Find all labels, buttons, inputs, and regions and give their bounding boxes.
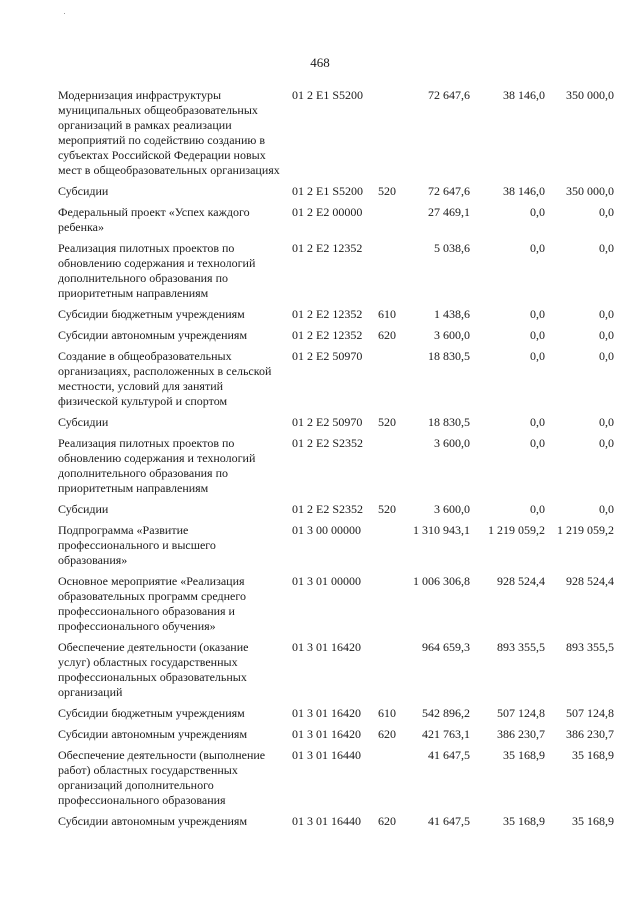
row-value-year-2: 35 168,9 [503,814,545,828]
row-target-code: 01 3 01 00000 [292,574,361,588]
row-value-year-1: 41 647,5 [428,814,470,828]
table-row [0,205,640,235]
row-target-code: 01 2 E2 50970 [292,349,363,363]
row-value-year-1: 964 659,3 [422,640,470,654]
row-value-year-3: 0,0 [599,241,614,255]
row-name: Субсидии автономным учреждениям [58,328,248,342]
row-target-code: 01 3 01 16420 [292,706,361,720]
table-row [0,640,640,700]
row-expense-type: 610 [378,307,396,321]
row-value-year-3: 350 000,0 [566,184,614,198]
budget-table [0,88,640,835]
table-row [0,436,640,496]
row-target-code: 01 3 01 16440 [292,748,361,762]
row-target-code: 01 2 E2 S2352 [292,502,364,516]
row-target-code: 01 3 00 00000 [292,523,361,537]
row-value-year-1: 3 600,0 [434,328,470,342]
table-row [0,574,640,634]
row-value-year-1: 3 600,0 [434,502,470,516]
row-target-code: 01 2 E2 S2352 [292,436,364,450]
row-value-year-1: 3 600,0 [434,436,470,450]
row-name: Основное мероприятие «Реализация образовательных программ среднего профессионального образования и профессионального обучения» [58,574,246,633]
row-expense-type: 520 [378,502,396,516]
row-target-code: 01 3 01 16420 [292,640,361,654]
table-row [0,814,640,829]
row-name: Федеральный проект «Успех каждого ребенка» [58,205,250,234]
table-row [0,328,640,343]
row-value-year-2: 38 146,0 [503,88,545,102]
row-value-year-3: 0,0 [599,307,614,321]
row-value-year-3: 0,0 [599,328,614,342]
row-value-year-1: 72 647,6 [428,88,470,102]
row-name: Субсидии автономным учреждениям [58,814,248,828]
row-value-year-3: 928 524,4 [566,574,614,588]
row-value-year-2: 928 524,4 [497,574,545,588]
row-value-year-2: 0,0 [530,349,545,363]
scan-speck [64,13,65,14]
row-target-code: 01 2 E2 50970 [292,415,363,429]
row-name: Субсидии автономным учреждениям [58,727,248,741]
row-value-year-2: 1 219 059,2 [488,523,545,537]
row-value-year-2: 507 124,8 [497,706,545,720]
table-row [0,706,640,721]
row-value-year-3: 0,0 [599,415,614,429]
row-value-year-1: 5 038,6 [434,241,470,255]
row-value-year-1: 41 647,5 [428,748,470,762]
row-value-year-2: 0,0 [530,205,545,219]
row-name: Реализация пилотных проектов по обновлению содержания и технологий дополнительного образования по приоритетным направлениям [58,436,256,495]
table-row [0,415,640,430]
row-value-year-2: 893 355,5 [497,640,545,654]
row-name: Создание в общеобразовательных организациях, расположенных в сельской местности, условий для занятий физической культурой и спортом [58,349,272,408]
row-value-year-2: 0,0 [530,307,545,321]
row-name: Субсидии [58,415,109,429]
table-row [0,748,640,808]
row-target-code: 01 2 E2 12352 [292,307,363,321]
row-target-code: 01 2 E1 S5200 [292,184,364,198]
row-expense-type: 610 [378,706,396,720]
row-value-year-1: 542 896,2 [422,706,470,720]
row-value-year-1: 18 830,5 [428,415,470,429]
row-name: Обеспечение деятельности (выполнение работ) областных государственных организаций дополнительного профессионального образования [58,748,266,807]
row-name: Обеспечение деятельности (оказание услуг) областных государственных профессиональных образовательных организаций [58,640,249,699]
row-target-code: 01 2 E2 12352 [292,328,363,342]
table-row [0,502,640,517]
row-value-year-1: 1 006 306,8 [413,574,470,588]
table-row [0,241,640,301]
row-expense-type: 520 [378,415,396,429]
row-value-year-3: 0,0 [599,349,614,363]
row-value-year-3: 350 000,0 [566,88,614,102]
row-value-year-2: 0,0 [530,436,545,450]
row-value-year-3: 0,0 [599,205,614,219]
row-value-year-3: 0,0 [599,436,614,450]
row-value-year-2: 0,0 [530,502,545,516]
row-target-code: 01 2 E1 S5200 [292,88,364,102]
row-value-year-1: 1 438,6 [434,307,470,321]
row-value-year-1: 18 830,5 [428,349,470,363]
row-name: Реализация пилотных проектов по обновлению содержания и технологий дополнительного образования по приоритетным направлениям [58,241,256,300]
row-value-year-2: 38 146,0 [503,184,545,198]
row-value-year-2: 0,0 [530,241,545,255]
row-value-year-3: 507 124,8 [566,706,614,720]
row-value-year-1: 72 647,6 [428,184,470,198]
row-value-year-2: 0,0 [530,415,545,429]
row-expense-type: 620 [378,328,396,342]
row-value-year-1: 1 310 943,1 [413,523,470,537]
row-value-year-1: 421 763,1 [422,727,470,741]
row-value-year-3: 893 355,5 [566,640,614,654]
row-name: Субсидии [58,502,109,516]
row-value-year-3: 35 168,9 [572,814,614,828]
table-row [0,307,640,322]
row-value-year-3: 35 168,9 [572,748,614,762]
table-row [0,88,640,178]
row-value-year-3: 0,0 [599,502,614,516]
page-number: 468 [310,55,330,70]
row-name: Субсидии бюджетным учреждениям [58,706,245,720]
table-row [0,349,640,409]
row-name: Подпрограмма «Развитие профессионального и высшего образования» [58,523,216,567]
row-expense-type: 520 [378,184,396,198]
row-expense-type: 620 [378,727,396,741]
row-value-year-2: 386 230,7 [497,727,545,741]
table-row [0,523,640,568]
row-value-year-2: 0,0 [530,328,545,342]
row-expense-type: 620 [378,814,396,828]
row-target-code: 01 3 01 16420 [292,727,361,741]
table-row [0,184,640,199]
row-name: Субсидии [58,184,109,198]
row-target-code: 01 2 E2 12352 [292,241,363,255]
row-target-code: 01 2 E2 00000 [292,205,363,219]
table-row [0,727,640,742]
row-name: Модернизация инфраструктуры муниципальных общеобразовательных организаций в рамках реализации мероприятий по содействию созданию в субъектах Российской Федерации новых мест в общеобразовательных организациях [58,88,280,177]
row-value-year-2: 35 168,9 [503,748,545,762]
row-name: Субсидии бюджетным учреждениям [58,307,245,321]
row-value-year-3: 1 219 059,2 [557,523,614,537]
row-value-year-3: 386 230,7 [566,727,614,741]
row-value-year-1: 27 469,1 [428,205,470,219]
row-target-code: 01 3 01 16440 [292,814,361,828]
